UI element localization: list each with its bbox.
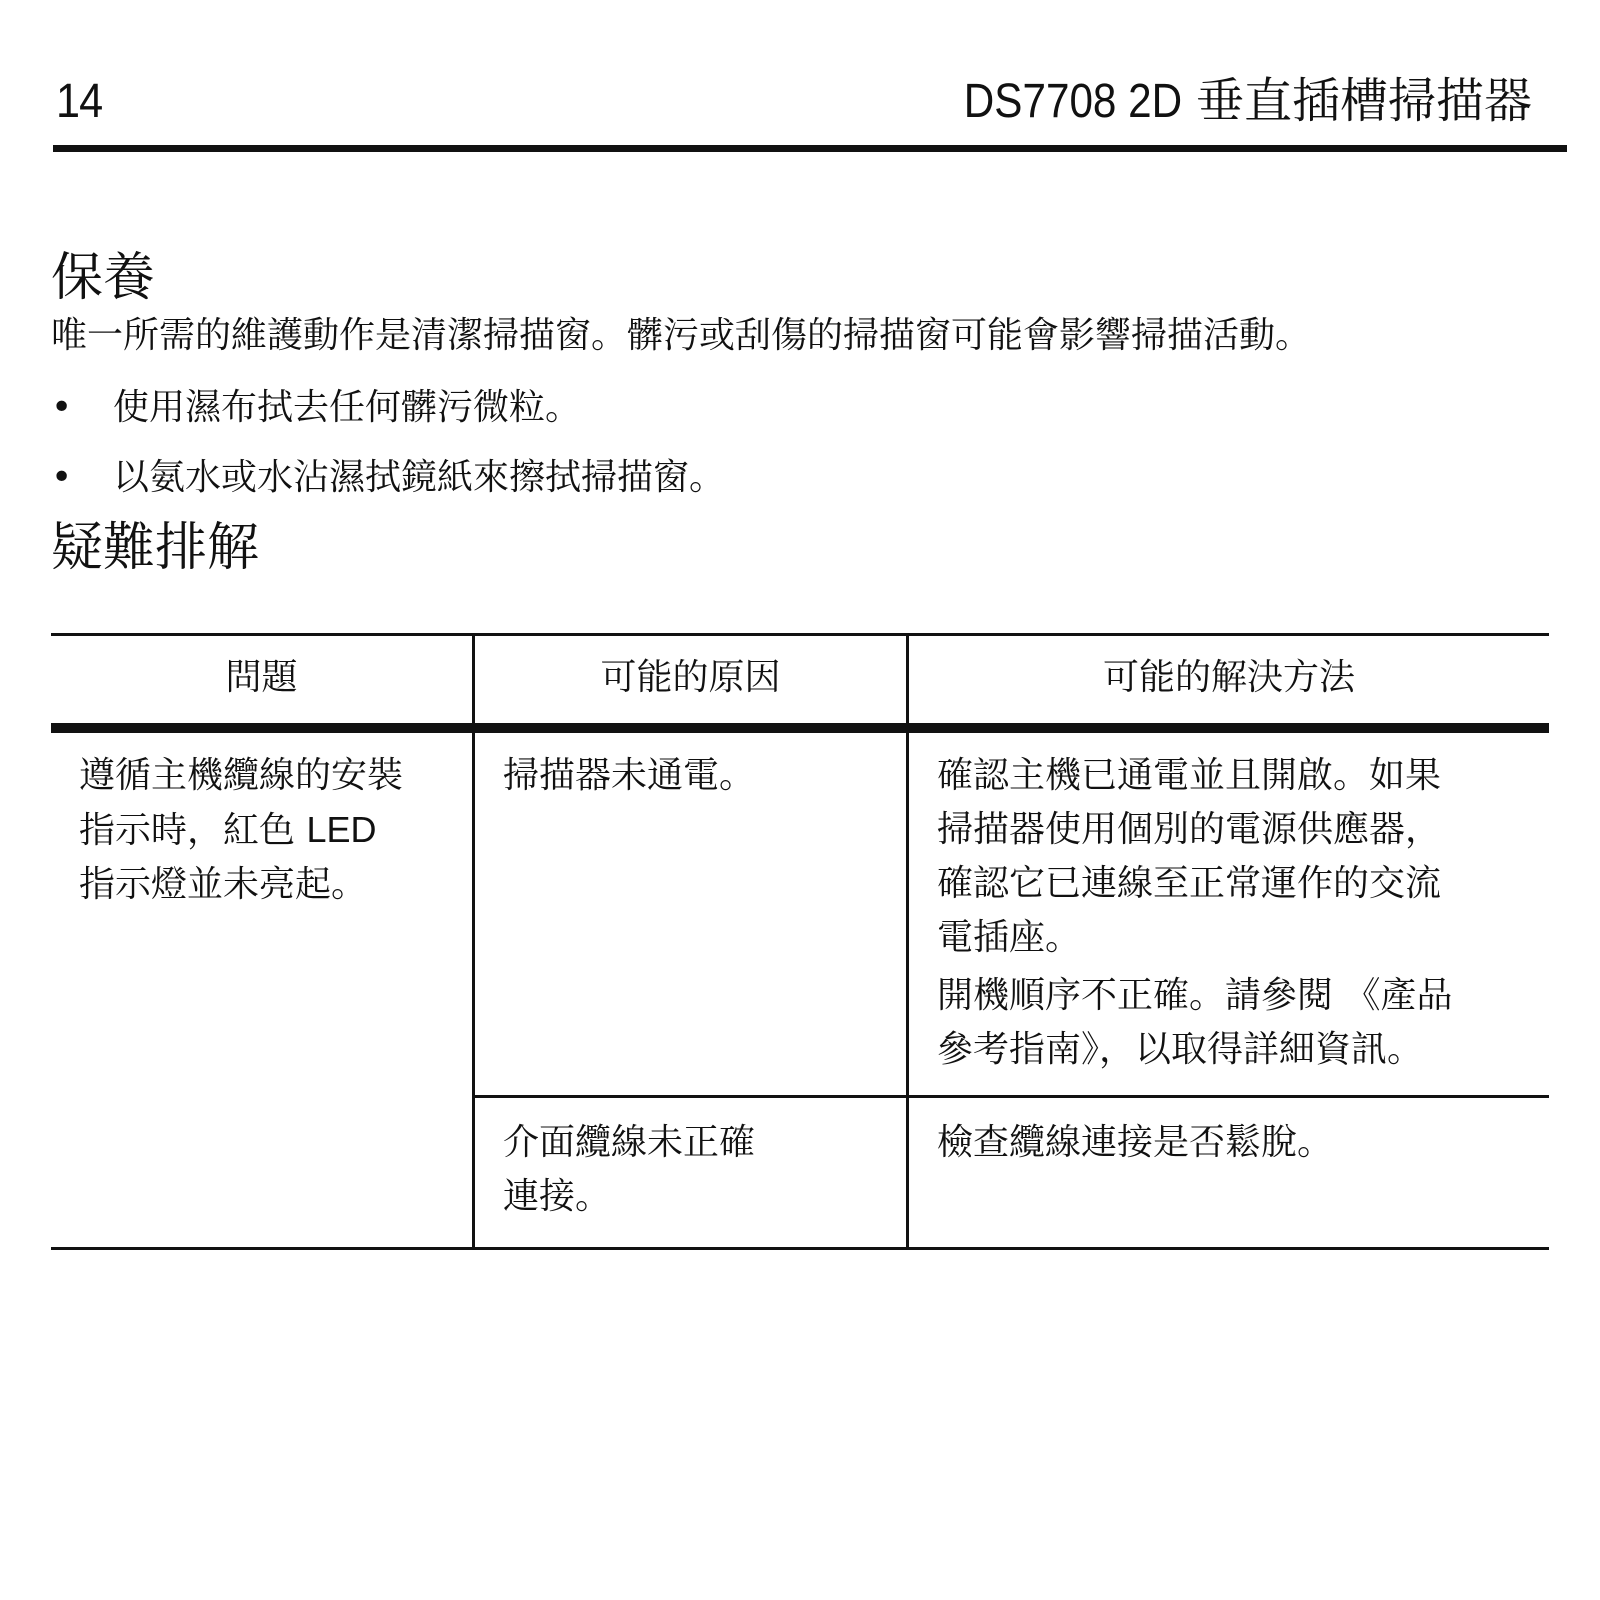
solution-line: 電插座。 [937, 917, 1082, 958]
column-header-cause: 可能的原因 [600, 657, 781, 698]
problem-line-prefix: 指示時，紅色 [79, 810, 307, 851]
bullet-text: 以氨水或水沾濕拭鏡紙來擦拭掃描窗。 [113, 457, 726, 498]
solution-cell [937, 1116, 1547, 1170]
problem-led-label: LED [306, 809, 377, 850]
problem-line: 指示燈並未亮起。 [79, 864, 368, 905]
solution-line: 參考指南》，以取得詳細資訊。 [937, 1029, 1424, 1070]
cause-cell [503, 1116, 903, 1224]
cause-line: 連接。 [503, 1176, 612, 1217]
document-title-model: DS7708 2D [964, 75, 1183, 128]
solution-line: 開機順序不正確。請參閱 《產品 [937, 975, 1453, 1016]
header-rule [53, 145, 1567, 152]
problem-cell [79, 749, 469, 912]
table-row-divider [472, 1095, 1549, 1098]
problem-line [79, 803, 469, 858]
solution-line: 檢查纜線連接是否鬆脫。 [937, 1122, 1334, 1163]
table-bottom-rule [51, 1247, 1549, 1250]
cause-line: 介面纜線未正確 [503, 1122, 756, 1163]
document-title-product: 垂直插槽掃描器 [1195, 75, 1532, 128]
maintenance-heading: 保養 [51, 248, 156, 308]
table-column-divider [472, 633, 475, 1247]
page-number: 14 [56, 75, 103, 128]
bullet-icon: • [51, 457, 73, 498]
table-header-rule [51, 723, 1549, 733]
solution-line: 確認主機已通電並且開啟。如果 [937, 755, 1442, 796]
solution-cell [937, 749, 1547, 1077]
troubleshooting-heading: 疑難排解 [51, 518, 260, 578]
column-header-problem: 問題 [225, 657, 298, 698]
solution-line: 確認它已連線至正常運作的交流 [937, 863, 1442, 904]
bullet-text: 使用濕布拭去任何髒污微粒。 [113, 387, 582, 428]
document-title [934, 74, 1532, 130]
table-column-divider [906, 633, 909, 1247]
cause-cell [503, 749, 903, 803]
maintenance-intro: 唯一所需的維護動作是清潔掃描窗。髒污或刮傷的掃描窗可能會影響掃描活動。 [51, 315, 1312, 356]
cause-line: 掃描器未通電。 [503, 755, 756, 796]
solution-paragraph [937, 969, 1547, 1077]
problem-line: 遵循主機纜線的安裝 [79, 755, 404, 796]
solution-paragraph [937, 749, 1547, 965]
solution-line: 掃描器使用個別的電源供應器， [937, 809, 1442, 850]
bullet-icon: • [51, 387, 73, 428]
column-header-solution: 可能的解決方法 [1102, 657, 1355, 698]
troubleshooting-table [51, 633, 1549, 1250]
